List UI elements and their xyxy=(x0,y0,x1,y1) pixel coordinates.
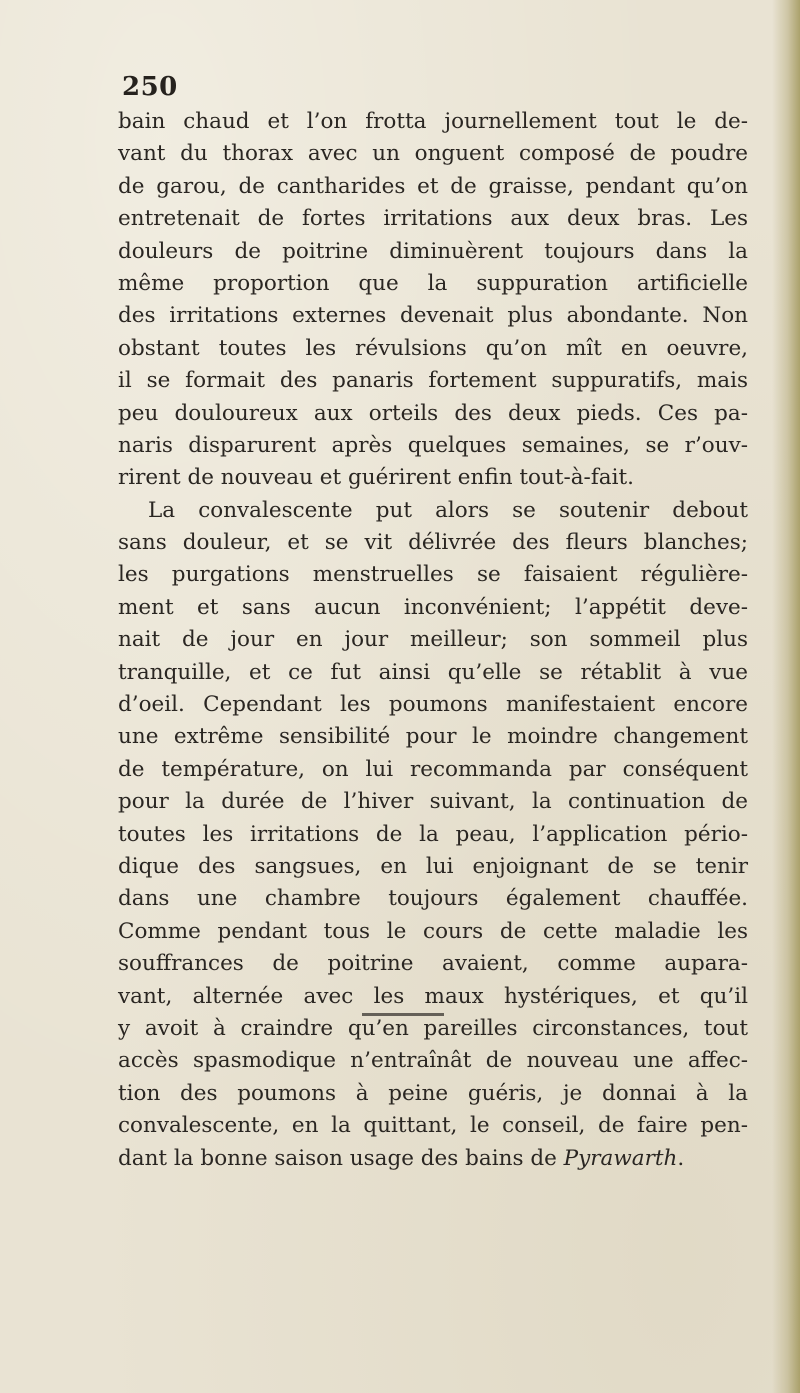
text-line: peu douloureux aux orteils des deux pieds. Ces pa- xyxy=(118,400,748,426)
text-line: une extrême sensibilité pour le moindre changement xyxy=(118,724,748,750)
text-line: tranquille, et ce fut ainsi qu’elle se rétablit à vue xyxy=(118,659,748,685)
text-line: naris disparurent après quelques semaines, se r’ouv- xyxy=(118,432,748,458)
section-divider xyxy=(362,1013,444,1016)
text-line: vant du thorax avec un onguent composé de poudre xyxy=(118,141,748,167)
text-line: même proportion que la suppuration artificielle xyxy=(118,270,748,296)
text-line: de température, on lui recommanda par conséquent xyxy=(118,756,748,782)
page-number: 250 xyxy=(122,72,178,102)
text-line: convalescente, en la quittant, le conseil, de faire pen- xyxy=(118,1113,748,1139)
text-line: Comme pendant tous le cours de cette maladie les xyxy=(118,918,748,944)
text-line: entretenait de fortes irritations aux deux bras. Les xyxy=(118,206,748,232)
text-line: sans douleur, et se vit délivrée des fleurs blanches; xyxy=(118,530,748,556)
text-line: toutes les irritations de la peau, l’application pério- xyxy=(118,821,748,847)
text-line: pour la durée de l’hiver suivant, la continuation de xyxy=(118,789,748,815)
text-line: y avoit à craindre qu’en pareilles circonstances, tout xyxy=(118,1015,748,1041)
text-line: de garou, de cantharides et de graisse, pendant qu’on xyxy=(118,173,748,199)
text-line: des irritations externes devenait plus abondante. Non xyxy=(118,303,748,329)
text-line: dant la bonne saison usage des bains de Pyrawarth. xyxy=(118,1145,685,1171)
text-line: d’oeil. Cependant les poumons manifestaient encore xyxy=(118,692,748,718)
text-line: souffrances de poitrine avaient, comme aupara- xyxy=(118,951,748,977)
text-line: vant, alternée avec les maux hystériques, et qu’il xyxy=(118,983,748,1009)
page-edge-shadow xyxy=(772,0,800,1393)
text-line: tion des poumons à peine guéris, je donnai à la xyxy=(118,1080,748,1106)
text-line: dique des sangsues, en lui enjoignant de se tenir xyxy=(118,853,748,879)
text-line: bain chaud et l’on frotta journellement tout le de- xyxy=(118,109,748,134)
text-line: rirent de nouveau et guérirent enfin tout-à-fait. xyxy=(118,465,634,491)
text-line: les purgations menstruelles se faisaient régulière- xyxy=(118,562,748,588)
text-line: douleurs de poitrine diminuèrent toujours dans la xyxy=(118,238,748,264)
text-line: La convalescente put alors se soutenir debout xyxy=(148,497,748,523)
place-name-italic: Pyrawarth xyxy=(563,1145,678,1171)
text-line: ment et sans aucun inconvénient; l’appétit deve- xyxy=(118,594,748,620)
text-line: dans une chambre toujours également chauffée. xyxy=(118,886,748,912)
text-line: obstant toutes les révulsions qu’on mît en oeuvre, xyxy=(118,335,748,361)
text-line: il se formait des panaris fortement suppuratifs, mais xyxy=(118,368,748,394)
text-line: accès spasmodique n’entraînât de nouveau une affec- xyxy=(118,1048,748,1074)
text-line: nait de jour en jour meilleur; son sommeil plus xyxy=(118,627,748,653)
